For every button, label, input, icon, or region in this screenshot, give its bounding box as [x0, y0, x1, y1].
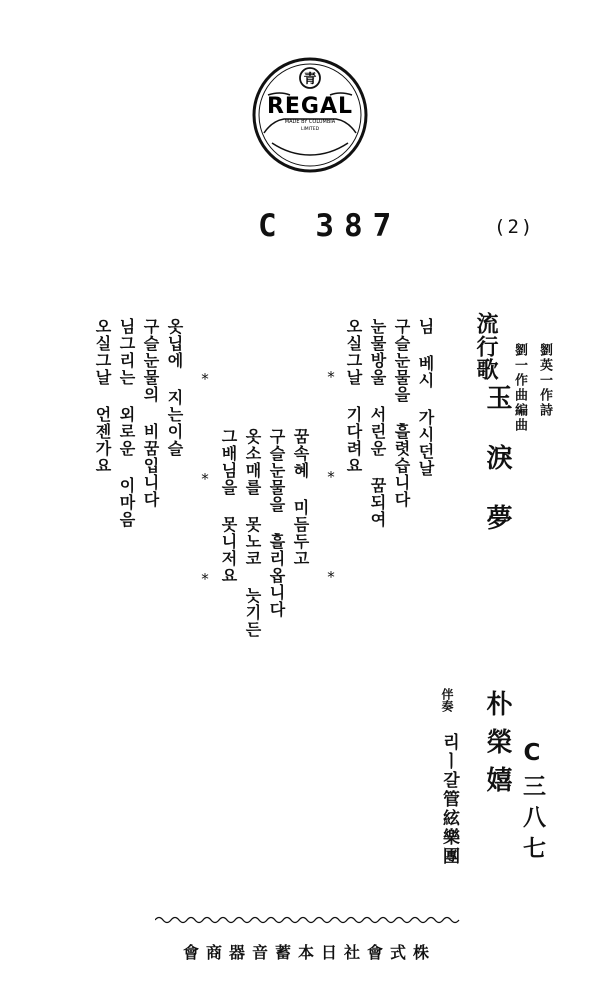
band-name: 리ㅣ갈管絃樂團: [439, 733, 459, 866]
verse-separator: * * *: [322, 368, 340, 618]
regal-record-label-logo: [250, 55, 370, 175]
catalog-number: C 387: [258, 208, 402, 244]
song-title: 玉淚夢: [482, 384, 512, 564]
verse-separator: * * *: [196, 370, 214, 620]
company-name-text: 會商器音蓄本日社會式株: [183, 943, 437, 962]
lyricist-credit: 劉英一作詩: [537, 343, 552, 418]
lyric-line: 옷닙에 지는이슬: [165, 318, 184, 457]
label-brand: REGAL: [266, 94, 354, 119]
composer-credit: 劉一作曲編曲: [512, 343, 527, 433]
catalog-number-vertical: C三八七: [519, 740, 545, 867]
lyric-line: 옷소매를 못노코 늣기든: [243, 428, 262, 638]
company-name: [183, 940, 436, 963]
lyric-line: 그배님을 못니저요: [219, 428, 238, 584]
label-emblem: 青: [303, 72, 317, 87]
lyric-line: 구슬눈물을 흘렷습니다: [392, 318, 411, 508]
performance-role: 伴奏: [440, 688, 454, 712]
lyric-line: 구슬눈물의 비꿈입니다: [141, 318, 160, 508]
label-brand-small-1: MADE BY COLUMBIA: [284, 119, 336, 125]
lyric-line: 님 베시 가시던날: [416, 318, 435, 477]
lyric-line: 님그리는 외로운 이마음: [117, 318, 136, 528]
side-number: (2): [494, 216, 535, 238]
singer-name: 朴榮嬉: [482, 690, 512, 804]
lyric-line: 오실그날 기다려요: [344, 318, 363, 474]
footer-divider: [155, 915, 460, 925]
lyric-line: 오실그날 언젠가요: [93, 318, 112, 474]
label-brand-small-2: LIMITED: [300, 127, 320, 132]
lyric-line: 꿈속혜 미듬두고: [291, 428, 310, 567]
lyric-line: 구슬눈물을 흘리옵니다: [267, 428, 286, 618]
genre-label: 流行歌: [473, 312, 499, 381]
lyric-line: 눈물방울 서린운 꿈되여: [368, 318, 387, 528]
